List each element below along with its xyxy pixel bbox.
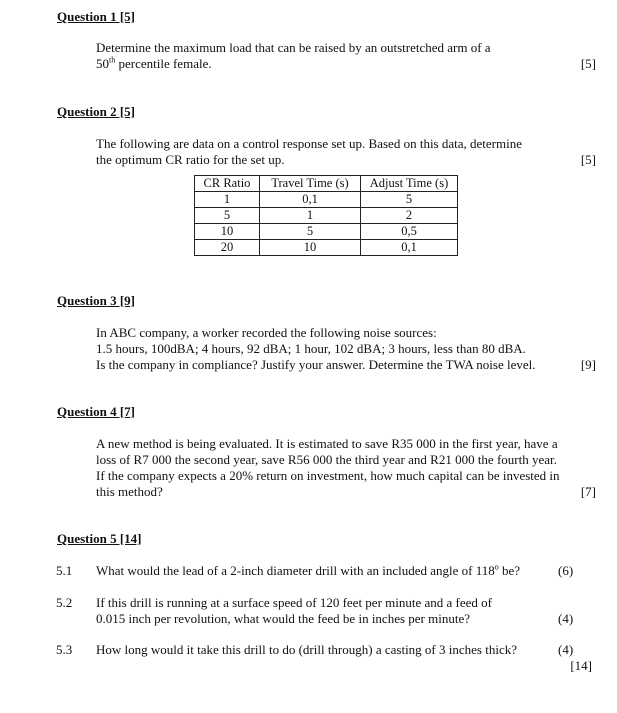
table-cell: 1	[195, 192, 260, 208]
question-3-mark: [9]	[580, 357, 596, 372]
question-4-text-line-4: this method?	[96, 484, 163, 499]
table-cell: 0,1	[361, 240, 458, 256]
question-3-heading: Question 3 [9]	[57, 293, 135, 308]
cr-ratio-table	[194, 175, 458, 256]
question-5-2-text-line-2: 0.015 inch per revolution, what would the feed be in inches per minute?	[96, 611, 471, 626]
question-5-3-mark: (4)	[558, 642, 574, 657]
table-header-cell: Adjust Time (s)	[361, 176, 458, 192]
table-row	[195, 224, 458, 240]
question-5-total: [14]	[570, 658, 592, 673]
percentile-number: 50	[96, 56, 109, 71]
question-2-text-line-1: The following are data on a control response set up. Based on this data, determine	[96, 136, 522, 151]
table-cell: 20	[195, 240, 260, 256]
table-row	[195, 240, 458, 256]
question-5-1-number: 5.1	[56, 563, 73, 578]
question-4-text-line-2: loss of R7 000 the second year, save R56 000 the third year and R21 000 the fourth year.	[96, 452, 557, 467]
question-1-heading: Question 1 [5]	[57, 9, 135, 24]
question-3-text-line-1: In ABC company, a worker recorded the following noise sources:	[96, 325, 437, 340]
percentile-rest: percentile female.	[115, 56, 212, 71]
question-5-2-number: 5.2	[56, 595, 73, 610]
question-4-text-line-1: A new method is being evaluated. It is estimated to save R35 000 in the first year, have a	[96, 436, 558, 451]
table-cell: 5	[260, 224, 361, 240]
question-4-mark: [7]	[580, 484, 596, 499]
table-cell: 5	[195, 208, 260, 224]
question-5-3-number: 5.3	[56, 642, 73, 657]
table-cell: 2	[361, 208, 458, 224]
degree-symbol: o	[494, 562, 499, 572]
table-header-cell: CR Ratio	[195, 176, 260, 192]
question-3-text-line-2: 1.5 hours, 100dBA; 4 hours, 92 dBA; 1 hour, 102 dBA; 3 hours, less than 80 dBA.	[96, 341, 526, 356]
question-5-3-text: How long would it take this drill to do (drill through) a casting of 3 inches thick?	[96, 642, 517, 657]
question-3-text-line-3: Is the company in compliance? Justify your answer. Determine the TWA noise level.	[96, 357, 536, 372]
table-cell: 0,1	[260, 192, 361, 208]
table-row	[195, 208, 458, 224]
question-1-text-line-2	[96, 56, 212, 72]
percentile-suffix: th	[109, 55, 116, 65]
question-5-1-text-end: be?	[498, 563, 521, 578]
table-cell: 1	[260, 208, 361, 224]
table-cell: 5	[361, 192, 458, 208]
question-5-1-text	[96, 563, 520, 579]
table-header-cell: Travel Time (s)	[260, 176, 361, 192]
question-5-2-mark: (4)	[558, 611, 574, 626]
table-cell: 10	[260, 240, 361, 256]
question-1-mark: [5]	[580, 56, 596, 71]
question-4-text-line-3: If the company expects a 20% return on investment, how much capital can be invested in	[96, 468, 560, 483]
table-cell: 0,5	[361, 224, 458, 240]
question-1-text-line-1: Determine the maximum load that can be raised by an outstretched arm of a	[96, 40, 491, 55]
question-5-1-mark: (6)	[558, 563, 574, 578]
table-row	[195, 192, 458, 208]
question-2-heading: Question 2 [5]	[57, 104, 135, 119]
question-4-heading: Question 4 [7]	[57, 404, 135, 419]
question-5-heading: Question 5 [14]	[57, 531, 142, 546]
question-2-mark: [5]	[580, 152, 596, 167]
question-5-2-text-line-1: If this drill is running at a surface speed of 120 feet per minute and a feed of	[96, 595, 492, 610]
question-2-text-line-2: the optimum CR ratio for the set up.	[96, 152, 285, 167]
question-5-1-text-start: What would the lead of a 2-inch diameter drill with an included angle of 118	[96, 563, 495, 578]
table-cell: 10	[195, 224, 260, 240]
table-header-row	[195, 176, 458, 192]
